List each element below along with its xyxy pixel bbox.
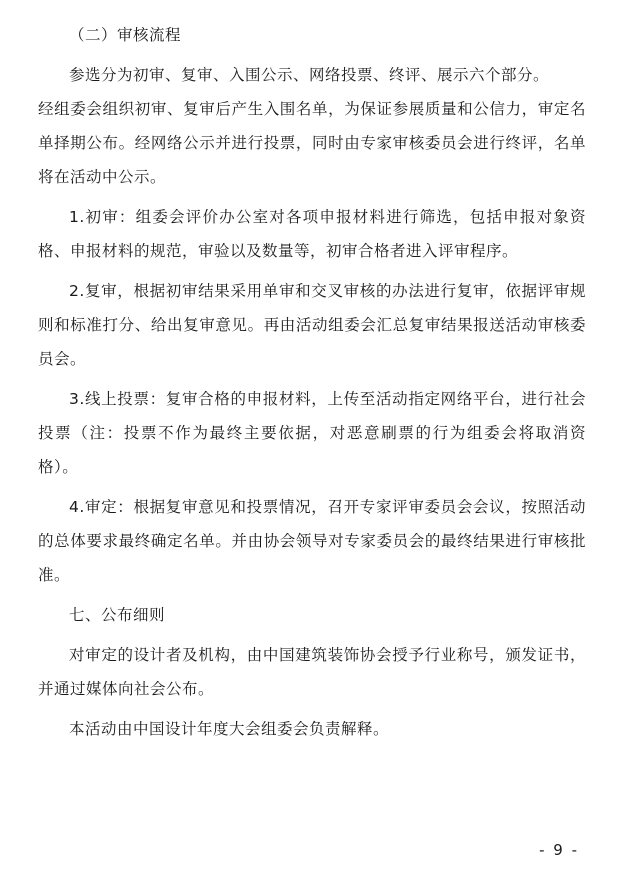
section-title-publication-rules: 七、公布细则 xyxy=(69,606,166,624)
section-title-review-process: （二）审核流程 xyxy=(69,26,182,44)
page-number: - 9 - xyxy=(539,841,579,859)
paragraph-award-title: 对审定的设计者及机构，由中国建筑装饰协会授予行业称号，颁发证书，并通过媒体向社会公布。 xyxy=(38,646,586,698)
paragraph-stages: 参选分为初审、复审、入围公示、网络投票、终评、展示六个部分。 xyxy=(69,66,550,84)
paragraph-final-approval: 4.审定：根据复审意见和投票情况，召开专家评审委员会会议，按照活动的总体要求最终确定名单。并由协会领导对专家委员会的最终结果进行审核批准。 xyxy=(38,498,586,584)
paragraph-shortlist: 经组委会组织初审、复审后产生入围名单，为保证参展质量和公信力，审定名单择期公布。经网络公示并进行投票，同时由专家审核委员会进行终评，名单将在活动中公示。 xyxy=(38,100,586,186)
paragraph-second-review: 2.复审，根据初审结果采用单审和交叉审核的办法进行复审，依据评审规则和标准打分、给出复审意见。再由活动组委会汇总复审结果报送活动审核委员会。 xyxy=(38,282,586,368)
paragraph-initial-review: 1.初审：组委会评价办公室对各项申报材料进行筛选，包括申报对象资格、申报材料的规范，审验以及数量等，初审合格者进入评审程序。 xyxy=(38,208,586,260)
paragraph-interpretation: 本活动由中国设计年度大会组委会负责解释。 xyxy=(69,720,390,738)
paragraph-online-voting: 3.线上投票：复审合格的申报材料，上传至活动指定网络平台，进行社会投票（注：投票不作为最终主要依据，对恶意刷票的行为组委会将取消资格）。 xyxy=(38,390,586,476)
document-body xyxy=(38,18,586,746)
